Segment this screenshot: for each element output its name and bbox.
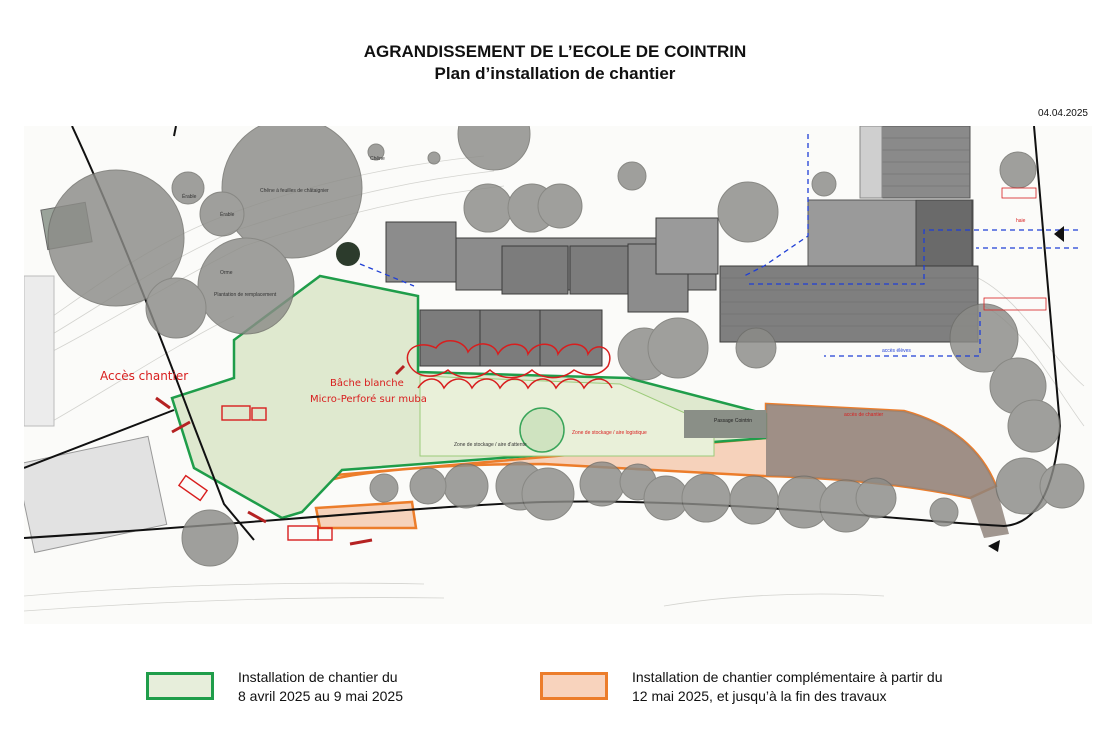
tree-note: Chêne à feuilles de châtaignier <box>260 188 329 194</box>
access-label: Accès chantier <box>100 369 189 383</box>
legend-text-phase1 <box>238 668 403 706</box>
neighbour-building <box>24 276 54 426</box>
storage-zone-label: Zone de stockage / aire d'attente <box>454 442 527 448</box>
plan-date: 04.04.2025 <box>1037 108 1088 119</box>
site-plan-map <box>24 126 1092 624</box>
legend-phase2-line1: Installation de chantier complémentaire à partir du <box>632 669 943 685</box>
building-corridor <box>860 126 882 198</box>
marker-triangle <box>1054 226 1064 242</box>
tree-dark <box>336 242 360 266</box>
legend-phase1-line1: Installation de chantier du <box>238 669 398 685</box>
legend-phase1 <box>146 668 403 706</box>
tree-note: Chêne <box>370 156 385 162</box>
legend-text-phase2 <box>632 668 943 706</box>
legend-phase1-line2: 8 avril 2025 au 9 mai 2025 <box>238 688 403 704</box>
marker-triangle <box>988 540 1000 552</box>
plan-subtitle: Plan d’installation de chantier <box>434 64 676 83</box>
passage-area <box>684 410 766 438</box>
legend-phase2-line2: 12 mai 2025, et jusqu’à la fin des travaux <box>632 688 887 704</box>
legend-swatch-phase2 <box>540 672 608 700</box>
legend-phase2 <box>540 668 943 706</box>
storage-zone-label-2: Zone de stockage / aire logistique <box>572 430 647 436</box>
plan-title: AGRANDISSEMENT DE L’ECOLE DE COINTRIN <box>363 42 747 61</box>
hatched-fences <box>984 188 1046 310</box>
neighbour-building <box>24 436 167 552</box>
hedge-label: haie <box>1016 218 1026 224</box>
tree-note: Érable <box>182 194 197 200</box>
passage-label: Passage Cointrin <box>714 418 753 424</box>
planting-note: Plantation de remplacement <box>214 292 277 298</box>
road-note: accès de chantier <box>844 412 884 418</box>
school-access-label: accès élèves <box>882 348 911 354</box>
legend-swatch-phase1 <box>146 672 214 700</box>
tree-note: Orme <box>220 270 233 276</box>
site-plan-drawing <box>24 126 1092 624</box>
tree-note: Érable <box>220 212 235 218</box>
tarp-label-line1: Bâche blanche <box>330 378 404 389</box>
tarp-label-line2: Micro-Perforé sur muba <box>310 394 427 405</box>
